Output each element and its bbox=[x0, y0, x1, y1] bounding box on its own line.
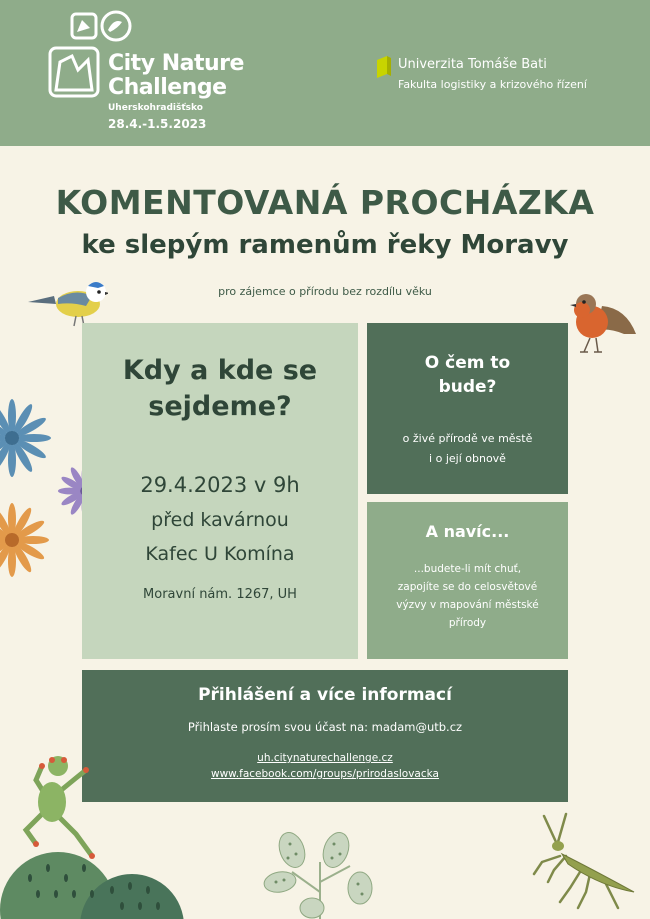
event-title-line2: Challenge bbox=[108, 75, 227, 100]
event-title-line1: City Nature bbox=[108, 51, 244, 76]
about-heading-line1: O čem to bbox=[424, 353, 511, 373]
bushes-decoration bbox=[0, 838, 200, 919]
extra-text-line2: zapojíte se do celosvětové bbox=[397, 581, 538, 593]
event-location: Uherskohradišťsko bbox=[108, 103, 203, 113]
meeting-place-line1: před kavárnou bbox=[151, 509, 289, 531]
robin-bird-icon bbox=[566, 290, 638, 358]
university-name: Univerzita Tomáše Bati bbox=[398, 57, 547, 72]
orange-flower-icon bbox=[0, 502, 50, 578]
facebook-link[interactable]: www.facebook.com/groups/prirodaslovacka bbox=[211, 768, 439, 780]
about-text-line1: o živé přírodě ve městě bbox=[402, 432, 533, 445]
event-title bbox=[108, 52, 244, 100]
when-where-box bbox=[82, 323, 358, 659]
registration-text: Přihlaste prosím svou účast na: madam@utb.cz bbox=[187, 720, 463, 734]
meeting-place-line2: Kafec U Komína bbox=[145, 543, 295, 565]
when-where-heading bbox=[82, 353, 358, 425]
event-dates: 28.4.-1.5.2023 bbox=[108, 117, 207, 131]
extra-text-line3: výzvy v mapování městské bbox=[396, 599, 539, 611]
extra-text bbox=[379, 560, 556, 632]
leaf-branch-decoration bbox=[262, 832, 378, 919]
blue-flower-icon bbox=[0, 398, 52, 478]
praying-mantis-icon bbox=[520, 812, 640, 912]
subtitle: ke slepým ramenům řeky Moravy bbox=[81, 230, 569, 260]
website-link[interactable]: uh.citynaturechallenge.cz bbox=[257, 752, 393, 764]
about-text-line2: i o její obnově bbox=[429, 452, 506, 465]
registration-box bbox=[82, 670, 568, 802]
meeting-address: Moravní nám. 1267, UH bbox=[143, 587, 297, 602]
event-date-time: 29.4.2023 v 9h bbox=[140, 473, 300, 497]
faculty-name: Fakulta logistiky a krizového řízení bbox=[398, 78, 587, 91]
about-heading-line2: bude? bbox=[438, 377, 497, 397]
main-title: KOMENTOVANÁ PROCHÁZKA bbox=[55, 183, 595, 222]
utb-logo-icon bbox=[377, 56, 391, 78]
header-banner bbox=[0, 0, 650, 146]
tagline: pro zájemce o přírodu bez rozdílu věku bbox=[218, 285, 432, 298]
extra-heading: A navíc... bbox=[425, 522, 510, 541]
extra-text-line4: přírody bbox=[448, 617, 487, 629]
when-where-heading-line2: sejdeme? bbox=[148, 391, 292, 422]
extra-info-box bbox=[367, 502, 568, 659]
about-text bbox=[367, 429, 568, 469]
about-heading bbox=[367, 351, 568, 399]
about-box bbox=[367, 323, 568, 494]
extra-text-line1: ...budete-li mít chuť, bbox=[413, 563, 522, 575]
registration-heading: Přihlášení a více informací bbox=[198, 685, 452, 705]
when-where-heading-line1: Kdy a kde se bbox=[122, 355, 318, 386]
blue-tit-bird-icon bbox=[26, 276, 108, 328]
